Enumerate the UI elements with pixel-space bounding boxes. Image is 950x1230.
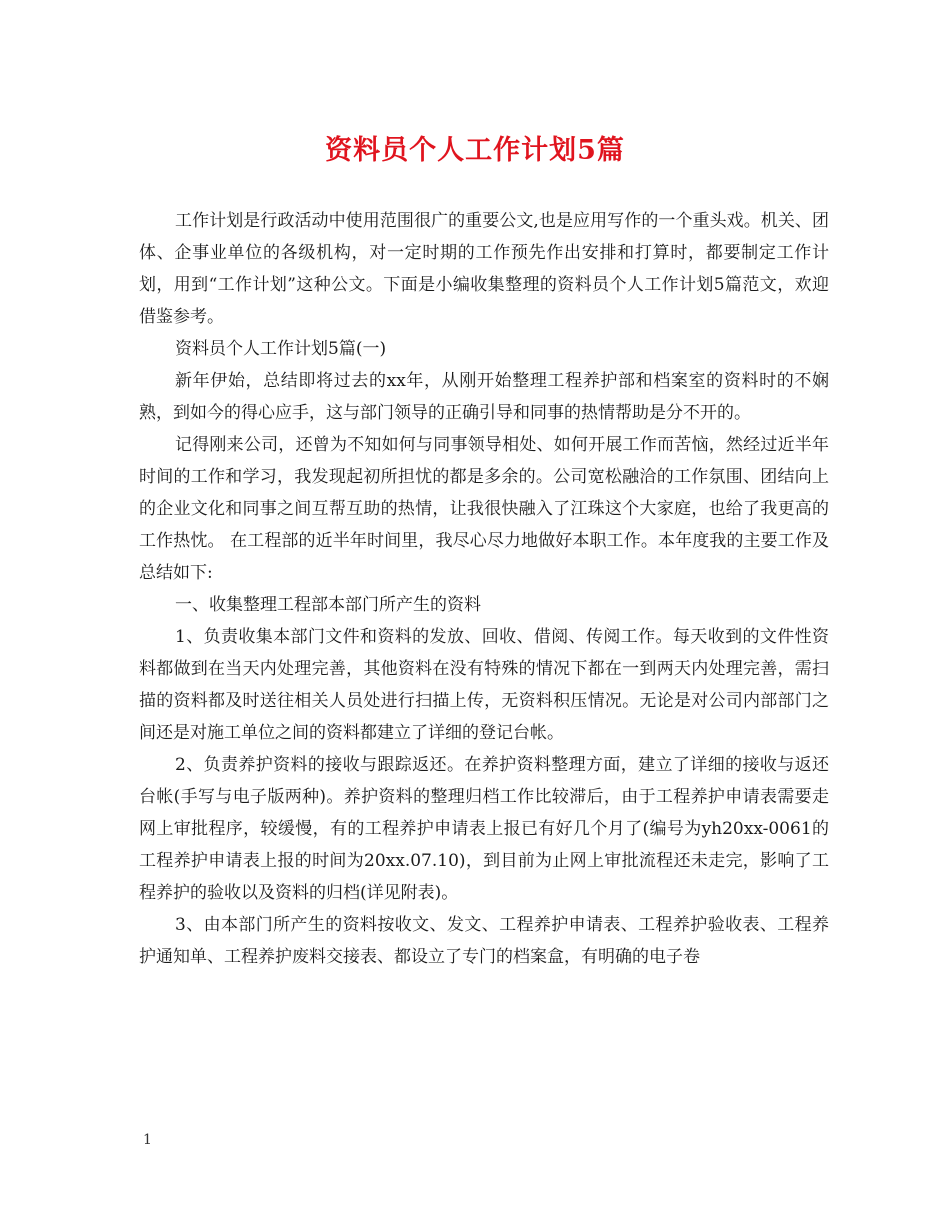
page-number: 1 (143, 1132, 152, 1148)
paragraph-subheading-collect: 一、收集整理工程部本部门所产生的资料 (175, 595, 481, 615)
paragraph-item-2: 2、负责养护资料的接收与跟踪返还。在养护资料整理方面，建立了详细的接收与返还台帐(手写与电子版两种)。养护资料的整理归档工作比较滞后，由于工程养护申请表需要走网上审批程序，较缓慢，有的工程养护申请表上报已有好几个月了(编号为yh20xx-0061的工程养护申请表上报的时间为20xx.07.10)，到目前为止网上审批流程还未走完，影响了工程养护的验收以及资料的归档(详见附表)。 (139, 755, 829, 903)
document-body (139, 205, 829, 973)
paragraph-joined-company: 记得刚来公司，还曾为不知如何与同事领导相处、如何开展工作而苦恼，然经过近半年时间的工作和学习，我发现起初所担忧的都是多余的。公司宽松融洽的工作氛围、团结向上的企业文化和同事之间互帮互助的热情，让我很快融入了江珠这个大家庭，也给了我更高的工作热忱。 在工程部的近半年时间里，我尽心尽力地做好本职工作。本年度我的主要工作及总结如下: (139, 435, 829, 583)
document-title: 资料员个人工作计划5篇 (325, 135, 625, 166)
paragraph-intro: 工作计划是行政活动中使用范围很广的重要公文,也是应用写作的一个重头戏。机关、团体、企事业单位的各级机构，对一定时期的工作预先作出安排和打算时，都要制定工作计划，用到“工作计划”这种公文。下面是小编收集整理的资料员个人工作计划5篇范文，欢迎借鉴参考。 (139, 211, 829, 327)
paragraph-new-year: 新年伊始，总结即将过去的xx年，从刚开始整理工程养护部和档案室的资料时的不娴熟，到如今的得心应手，这与部门领导的正确引导和同事的热情帮助是分不开的。 (139, 371, 829, 423)
paragraph-item-3: 3、由本部门所产生的资料按收文、发文、工程养护申请表、工程养护验收表、工程养护通知单、工程养护废料交接表、都设立了专门的档案盒，有明确的电子卷 (139, 915, 829, 967)
paragraph-section-heading: 资料员个人工作计划5篇(一) (175, 339, 387, 359)
paragraph-item-1: 1、负责收集本部门文件和资料的发放、回收、借阅、传阅工作。每天收到的文件性资料都做到在当天内处理完善，其他资料在没有特殊的情况下都在一到两天内处理完善，需扫描的资料都及时送往相关人员处进行扫描上传，无资料积压情况。无论是对公司内部部门之间还是对施工单位之间的资料都建立了详细的登记台帐。 (139, 627, 829, 743)
